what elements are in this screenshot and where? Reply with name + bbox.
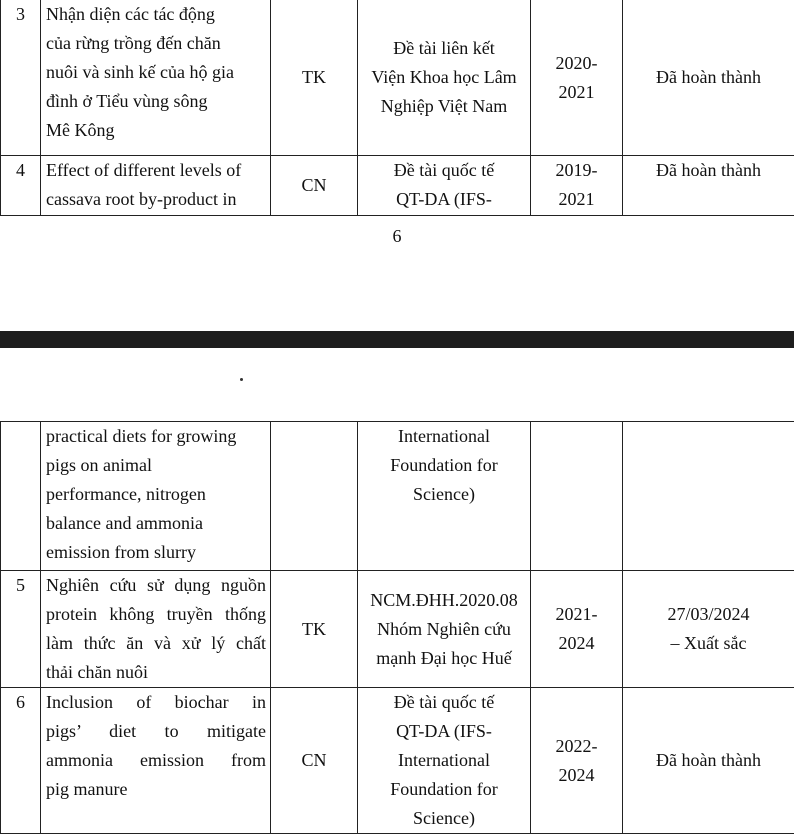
table-row: [1, 422, 794, 571]
project-status: Đã hoàn thành: [623, 0, 794, 156]
project-source: Đề tài quốc tế QT-DA (IFS- International Foundation for Science): [358, 688, 531, 834]
project-period: 2019- 2021: [531, 156, 623, 216]
table-row: [1, 688, 794, 834]
project-period: [531, 422, 623, 571]
cut-off-text-fragment: [0, 816, 794, 826]
project-title: practical diets for growing pigs on animal performance, nitrogen balance and ammonia emission from slurry: [41, 422, 271, 571]
project-source: NCM.ĐHH.2020.08 Nhóm Nghiên cứu mạnh Đại học Huế: [358, 571, 531, 688]
project-status: [623, 422, 794, 571]
role-cell: CN: [271, 688, 358, 834]
role-cell: [271, 422, 358, 571]
table-row: [1, 156, 794, 216]
project-title: Inclusion of biochar in pigs’ diet to mitigate ammonia emission from pig manure: [41, 688, 271, 834]
row-number: [1, 422, 41, 571]
row-number: 3: [1, 0, 41, 156]
project-period: 2020- 2021: [531, 0, 623, 156]
row-number: 5: [1, 571, 41, 688]
row-number: 6: [1, 688, 41, 834]
project-period: 2022- 2024: [531, 688, 623, 834]
project-source: Đề tài quốc tế QT-DA (IFS-: [358, 156, 531, 216]
project-table-top: [0, 0, 794, 216]
project-status: Đã hoàn thành: [623, 688, 794, 834]
project-table-bottom: [0, 421, 794, 834]
page-number: 6: [0, 226, 794, 247]
row-number: 4: [1, 156, 41, 216]
scan-speck: [240, 378, 243, 381]
page-divider: [0, 331, 794, 348]
project-title: Nhận diện các tác động của rừng trồng đến chăn nuôi và sinh kế của hộ gia đình ở Tiểu vùng sông Mê Kông: [41, 0, 271, 156]
project-status: 27/03/2024 – Xuất sắc: [623, 571, 794, 688]
table-row: [1, 571, 794, 688]
role-cell: TK: [271, 571, 358, 688]
table-row: [1, 0, 794, 156]
project-source: International Foundation for Science): [358, 422, 531, 571]
role-cell: CN: [271, 156, 358, 216]
project-period: 2021- 2024: [531, 571, 623, 688]
project-title: Nghiên cứu sử dụng nguồn protein không truyền thống làm thức ăn và xử lý chất thải chăn nuôi: [41, 571, 271, 688]
project-title: Effect of different levels of cassava root by-product in: [41, 156, 271, 216]
project-source: Đề tài liên kết Viện Khoa học Lâm Nghiệp Việt Nam: [358, 0, 531, 156]
role-cell: TK: [271, 0, 358, 156]
project-status: Đã hoàn thành: [623, 156, 794, 216]
